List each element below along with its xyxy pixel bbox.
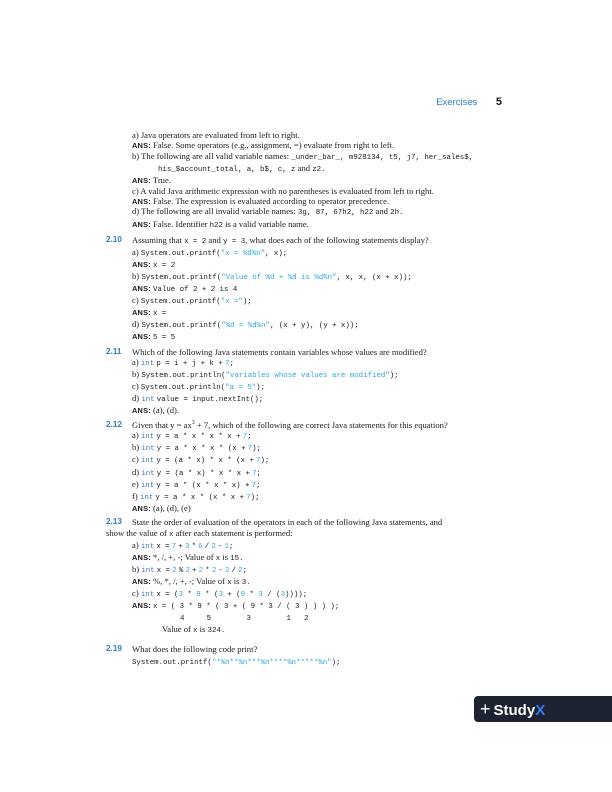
- code-line: b) System.out.printf("Value of %d + %d is %d%n", x, x, (x + x));: [132, 270, 412, 282]
- exercise-prompt: State the order of evaluation of the operators in each of the following Java statements, and: [132, 517, 443, 528]
- exercise-prompt: What does the following code print?: [132, 643, 258, 654]
- code-line: c) int x = (3 * 9 * (3 + (9 * 3 / (3))));: [132, 587, 308, 599]
- answer-line: ANS: (a), (d).: [132, 405, 180, 416]
- intro-answer-b: ANS: True.: [132, 175, 171, 186]
- code-line: d) int value = input.nextInt();: [132, 393, 264, 405]
- logo-text: Study: [493, 702, 536, 719]
- code-line: d) System.out.printf("%d = %d%n", (x + y), (y + x));: [132, 318, 359, 330]
- answer-line: ANS: x = ( 3 * 9 * ( 3 + ( 9 * 3 / ( 3 ) ) ) );: [132, 600, 340, 611]
- answer-line: ANS: (a), (d), (e): [132, 502, 191, 513]
- code-line: d) int y = (a * x) * x * x + 7;: [132, 466, 261, 478]
- exercise-2-10: [106, 234, 492, 343]
- code-line: b) int x = 2 % 2 + 2 * 2 - 2 / 2;: [132, 563, 248, 575]
- exercise-number: 2.19: [106, 643, 122, 653]
- studyx-logo[interactable]: [474, 696, 612, 722]
- code-line: c) int y = (a * x) * x * (x + 7);: [132, 454, 270, 466]
- code-line: f) int y = a * x * (x * x + 7);: [132, 490, 260, 502]
- exercise-2-11: [106, 346, 492, 416]
- code-line: System.out.printf("*%n**%n***%n****%n*****%n");: [132, 659, 341, 668]
- exercise-2-19: [106, 643, 492, 669]
- answer-line: ANS: %, *, /, +, -; Value of x is 3.: [132, 575, 251, 587]
- intro-answer-a: ANS: False. Some operators (e.g., assignment, =) evaluate from right to left.: [132, 140, 395, 151]
- intro-item-d: d) The following are all invalid variable names: 3g, 87, 67h2, h22 and 2h.: [132, 206, 404, 218]
- code-line: c) System.out.println("a = 5");: [132, 381, 266, 393]
- exercise-number: 2.13: [106, 517, 122, 527]
- value-line: Value of x is 324.: [162, 623, 226, 635]
- answer-line: ANS: Value of 2 + 2 is 4: [132, 283, 238, 294]
- code-line: b) System.out.println("variables whose values are modified");: [132, 369, 399, 381]
- plus-icon: +: [480, 699, 491, 719]
- answer-line: ANS: x =: [132, 307, 167, 318]
- intro-item-b: b) The following are all valid variable names: _under_bar_, m928134, t5, j7, her_sales$,: [132, 150, 474, 162]
- answer-line: ANS: x = 2: [132, 259, 176, 270]
- intro-item-a: a) Java operators are evaluated from left to right.: [132, 130, 300, 140]
- exercise-prompt: Which of the following Java statements contain variables whose values are modified?: [132, 346, 427, 357]
- code-line: a) int p = i + j + k + 7;: [132, 357, 234, 369]
- exercise-number: 2.12: [106, 419, 122, 429]
- exercise-number: 2.11: [106, 346, 122, 356]
- intro-item-b-cont: his_$account_total, a, b$, c, z and z2.: [158, 163, 326, 174]
- exercise-2-12: [106, 419, 492, 513]
- logo-text-x: X: [535, 702, 546, 719]
- code-line: b) int y = a * x * x * (x + 7);: [132, 442, 261, 454]
- evaluation-order: 4 5 3 1 2: [180, 614, 309, 623]
- exercise-prompt: Given that $y = ax^3 + 7$, which of the following are correct Java statements for this equation?: [132, 419, 448, 430]
- code-line: e) int y = a * (x * x * x) + 7;: [132, 478, 261, 490]
- exercise-content: [106, 130, 492, 668]
- intro-item-c: c) A valid Java arithmetic expression with no parentheses is evaluated from left to right.: [132, 185, 434, 196]
- page-header: [436, 96, 502, 109]
- answer-line: ANS: 5 = 5: [132, 331, 176, 342]
- code-line: c) System.out.printf("x =");: [132, 294, 252, 306]
- section-title: Exercises: [436, 97, 478, 108]
- intro-answer-d: ANS: False. Identifier h22 is a valid variable name.: [132, 218, 309, 230]
- intro-answer-c: ANS: False. The expression is evaluated according to operator precedence.: [132, 196, 390, 206]
- exercise-2-13: [106, 517, 492, 636]
- code-line: a) System.out.printf("x = %d%n", x);: [132, 246, 288, 258]
- page-number: 5: [495, 96, 502, 108]
- exercise-number: 2.10: [106, 234, 122, 244]
- code-line: a) int x = 7 + 3 * 6 / 2 - 1;: [132, 539, 234, 551]
- exercise-prompt: Assuming that x = 2 and y = 3, what does each of the following statements display?: [132, 234, 429, 246]
- answer-line: ANS: *, /, +, -; Value of x is 15.: [132, 551, 244, 563]
- code-line: a) int y = a * x * x * x + 7;: [132, 430, 252, 442]
- exercise-prompt-cont: show the value of x after each statement is performed:: [106, 527, 293, 539]
